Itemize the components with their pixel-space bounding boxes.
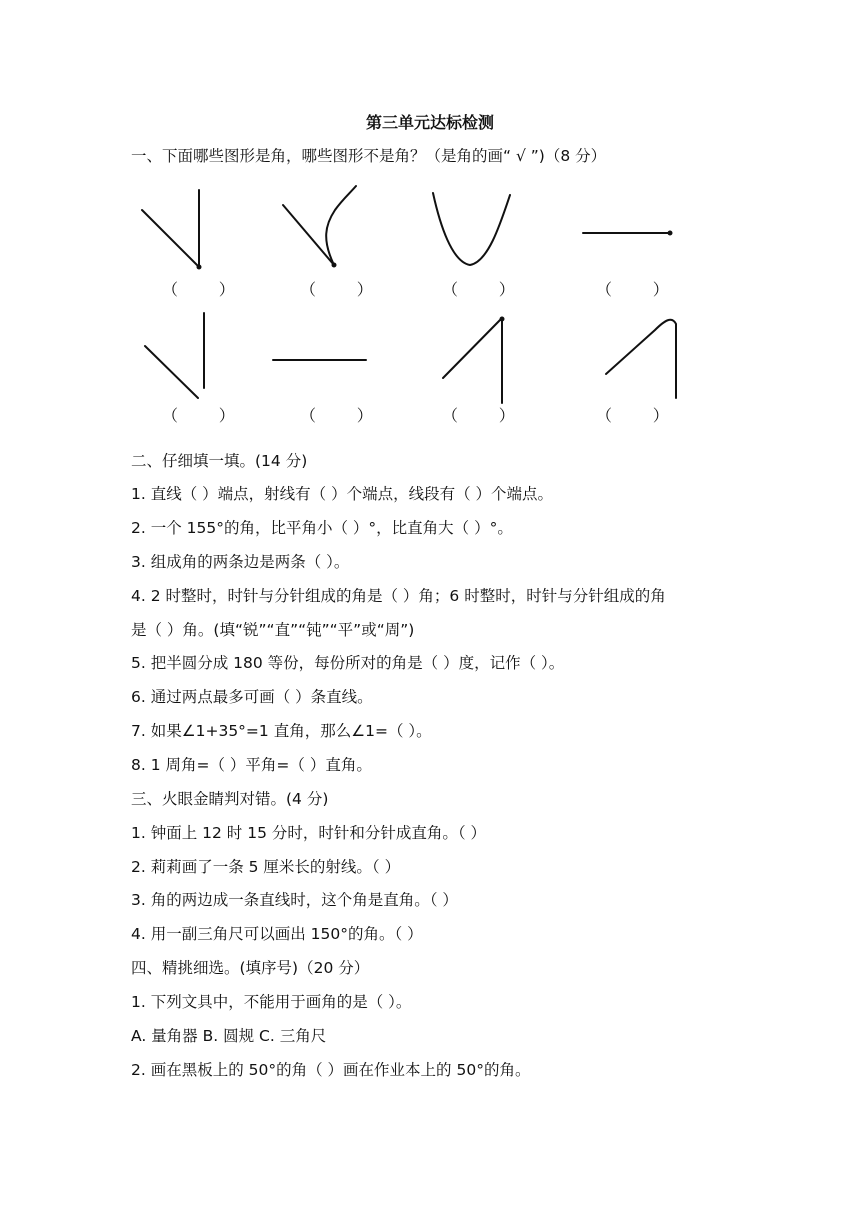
section1-heading: 一、下面哪些图形是角，哪些图形不是角？（是角的画“ √ ”)（8 分） <box>131 147 607 165</box>
answer-paren-6[interactable]: （ ） <box>300 406 373 425</box>
section3-heading: 三、火眼金睛判对错。(4 分) <box>131 790 329 808</box>
question-item: 8. 1 周角=（ ）平角=（ ）直角。 <box>131 756 372 774</box>
answer-paren-8[interactable]: （ ） <box>596 406 669 425</box>
judgement-item: 2. 莉莉画了一条 5 厘米长的射线。（ ） <box>131 858 401 876</box>
page-title: 第三单元达标检测 <box>365 113 494 132</box>
choice-question: 2. 画在黑板上的 50°的角（ ）画在作业本上的 50°的角。 <box>131 1061 531 1079</box>
choice-question: 1. 下列文具中，不能用于画角的是（ ）。 <box>131 993 412 1011</box>
answer-paren-1[interactable]: （ ） <box>162 280 235 299</box>
question-item: 3. 组成角的两条边是两条（ ）。 <box>131 553 350 571</box>
judgement-item: 4. 用一副三角尺可以画出 150°的角。（ ） <box>131 925 423 943</box>
answer-paren-2[interactable]: （ ） <box>300 280 373 299</box>
question-item: 4. 2 时整时，时针与分针组成的角是（ ）角；6 时整时，时针与分针组成的角 <box>131 587 666 605</box>
answer-paren-7[interactable]: （ ） <box>442 406 515 425</box>
judgement-item: 3. 角的两边成一条直线时，这个角是直角。（ ） <box>131 891 458 909</box>
figure-2 <box>283 186 356 268</box>
figure-4 <box>583 231 673 236</box>
figure-5 <box>145 313 204 398</box>
section4-heading: 四、精挑细选。(填序号)（20 分） <box>131 959 370 977</box>
question-item: 1. 直线（ ）端点，射线有（ ）个端点，线段有（ ）个端点。 <box>131 485 553 503</box>
question-item: 2. 一个 155°的角，比平角小（ ）°，比直角大（ ）°。 <box>131 519 513 537</box>
figure-1 <box>142 190 202 270</box>
judgement-item: 1. 钟面上 12 时 15 分时，时针和分针成直角。（ ） <box>131 824 487 842</box>
answer-paren-3[interactable]: （ ） <box>442 280 515 299</box>
question-item-continued: 是（ ）角。(填“锐”“直”“钝”“平”或“周”) <box>131 621 415 639</box>
figure-8 <box>606 320 676 398</box>
section2-heading: 二、仔细填一填。(14 分) <box>131 452 308 470</box>
figure-7 <box>443 317 505 404</box>
figure-3 <box>433 193 510 265</box>
question-item: 7. 如果∠1+35°=1 直角，那么∠1=（ ）。 <box>131 722 432 740</box>
question-item: 6. 通过两点最多可画（ ）条直线。 <box>131 688 373 706</box>
question-item: 5. 把半圆分成 180 等份，每份所对的角是（ ）度，记作（ ）。 <box>131 654 565 672</box>
answer-paren-5[interactable]: （ ） <box>162 406 235 425</box>
choice-options: A. 量角器 B. 圆规 C. 三角尺 <box>131 1027 327 1045</box>
angle-figures <box>0 0 860 440</box>
answer-paren-4[interactable]: （ ） <box>596 280 669 299</box>
